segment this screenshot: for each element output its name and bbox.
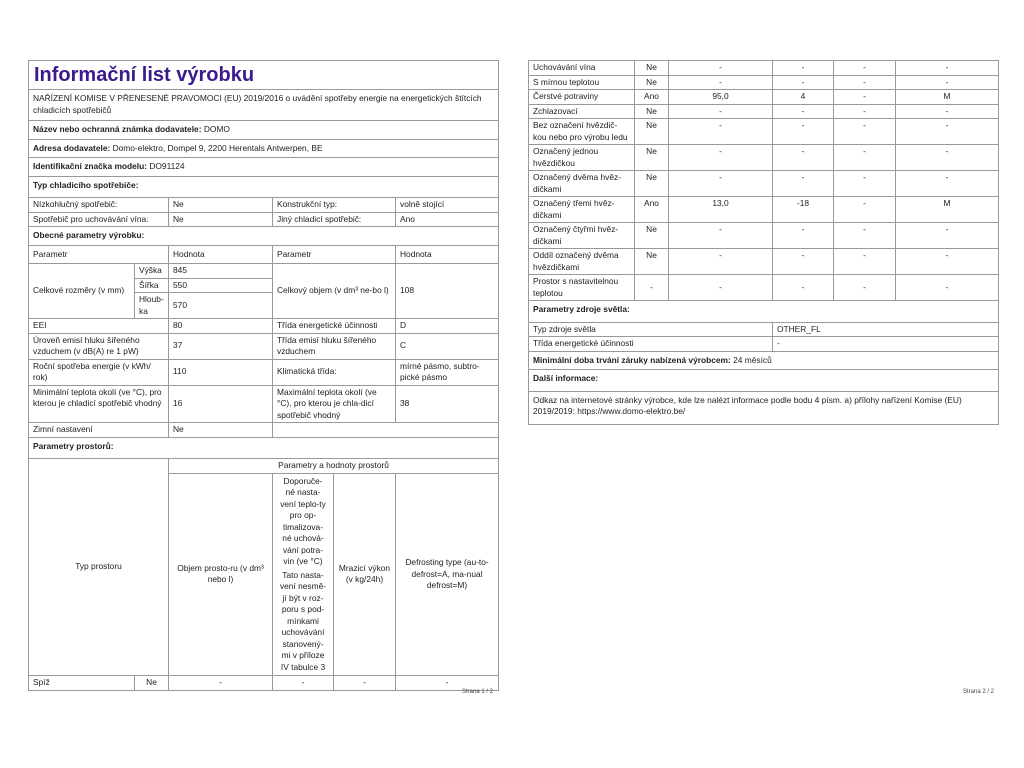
more-info-heading: Další informace:: [529, 370, 999, 392]
cell: 95,0: [669, 90, 773, 105]
cell: -: [834, 249, 896, 275]
cell: 38: [396, 385, 499, 423]
cell: -: [896, 223, 999, 249]
light-source-table: [528, 300, 999, 425]
cell: Ne: [635, 223, 669, 249]
table-row: [29, 198, 499, 213]
cell: Třída emisí hluku šířeného vzduchem: [273, 333, 396, 359]
cell: M: [896, 90, 999, 105]
cell: -: [273, 676, 334, 691]
general-heading: Obecné parametry výrobku:: [29, 227, 499, 246]
cell: -: [834, 61, 896, 76]
cell: Oddíl označený dvěma hvězdičkami: [529, 249, 635, 275]
info-sheet-table: [28, 60, 499, 459]
cell: -: [834, 119, 896, 145]
cell: C: [396, 333, 499, 359]
cell: 80: [169, 319, 273, 334]
cell: Ne: [635, 171, 669, 197]
compartment-type-header: Typ prostoru: [29, 459, 169, 676]
table-row: [29, 385, 499, 423]
cell: Ne: [169, 212, 273, 227]
warranty-label: Minimální doba trvání záruky nabízená výrobcem:: [533, 354, 731, 365]
cell: Ano: [635, 90, 669, 105]
cell: -18: [773, 197, 834, 223]
cell: -: [669, 119, 773, 145]
cell: -: [834, 104, 896, 119]
cell: -: [834, 197, 896, 223]
temperature-header: Doporuče-né nasta-vení teplo-ty pro op-timalizova-né uchová-vání potra-vin (ve °C): [280, 475, 326, 566]
table-row: [29, 212, 499, 227]
table-row: [529, 145, 999, 171]
cell: -: [669, 171, 773, 197]
cell: -: [834, 171, 896, 197]
cell: -: [834, 145, 896, 171]
page-number: Strana 2 / 2: [963, 689, 995, 695]
cell: 37: [169, 333, 273, 359]
address-value: Domo-elektro, Dompel 9, 2200 Herentals Antwerpen, BE: [112, 142, 323, 153]
cell: mírné pásmo, subtro-pické pásmo: [396, 359, 499, 385]
cell: 110: [169, 359, 273, 385]
cell: Třída energetické účinnosti: [529, 337, 773, 352]
more-info-text: Odkaz na internetové stránky výrobce, kde lze nalézt informace podle bodu 4 písm. a) přílohy nařízení Komise (EU) 2019/2019: https://www.domo-elektro.be/: [529, 391, 999, 424]
cell: Ne: [635, 104, 669, 119]
cell: Hloub-ka: [135, 293, 169, 319]
cell: Ano: [635, 197, 669, 223]
cell: -: [669, 145, 773, 171]
table-row: [529, 337, 999, 352]
compartments-table: [28, 458, 499, 691]
cell: -: [669, 61, 773, 76]
page-number: Strana 1 / 2: [462, 689, 494, 695]
table-row: [529, 322, 999, 337]
cell: Klimatická třída:: [273, 359, 396, 385]
cell: -: [669, 75, 773, 90]
cell: -: [635, 275, 669, 301]
cell: -: [773, 171, 834, 197]
table-row: [529, 249, 999, 275]
model-value: DO91124: [149, 161, 185, 171]
cell: -: [773, 104, 834, 119]
cell: Uchovávání vína: [529, 61, 635, 76]
cell: Ne: [635, 119, 669, 145]
cell: 845: [169, 264, 273, 279]
model-label: Identifikační značka modelu:: [33, 161, 148, 171]
regulation-subtitle: NAŘÍZENÍ KOMISE V PŘENESENÉ PRAVOMOCI (EU) 2019/2016 o uvádění spotřeby energie na energetických štítcích chladicích spotřebičů: [29, 90, 499, 121]
cell: S mírnou teplotou: [529, 75, 635, 90]
table-row: [29, 319, 499, 334]
cell: -: [669, 249, 773, 275]
cell: -: [896, 275, 999, 301]
warranty-value: 24 měsíců: [733, 354, 772, 365]
table-row: [529, 119, 999, 145]
cell: Spíž: [29, 676, 135, 691]
cell: Šířka: [135, 278, 169, 293]
compartments-heading: Parametry prostorů:: [29, 437, 499, 459]
warranty-row: [529, 351, 999, 370]
table-header-row: [29, 245, 499, 264]
volume-value: 108: [396, 264, 499, 319]
header-cell: [273, 473, 334, 676]
cell: Ne: [635, 61, 669, 76]
cell: Spotřebič pro uchovávání vína:: [29, 212, 169, 227]
cell: -: [773, 75, 834, 90]
cell: Ne: [635, 145, 669, 171]
cell: -: [834, 75, 896, 90]
cell: -: [396, 676, 499, 691]
cell: 570: [169, 293, 273, 319]
cell: 16: [169, 385, 273, 423]
temperature-note: Tato nasta-vení nesmě-jí být v roz-poru s pod-mínkami uchovávání stanovený-mi v příloze IV tabulce 3: [279, 569, 327, 672]
cell: -: [896, 104, 999, 119]
cell: Zchlazovací: [529, 104, 635, 119]
cell: Ne: [169, 198, 273, 213]
cell: -: [334, 676, 396, 691]
table-row: [29, 359, 499, 385]
cell: -: [834, 223, 896, 249]
volume-label: Celkový objem (v dm³ ne-bo l): [273, 264, 396, 319]
cell: -: [896, 171, 999, 197]
cell: -: [896, 145, 999, 171]
supplier-row: [29, 121, 499, 140]
table-row: [529, 75, 999, 90]
cell: D: [396, 319, 499, 334]
table-row: [529, 104, 999, 119]
cell: -: [773, 337, 999, 352]
cell: -: [896, 61, 999, 76]
model-row: [29, 158, 499, 177]
cell: [273, 423, 499, 438]
cell: -: [896, 119, 999, 145]
cell: Roční spotřeba energie (v kWh/ rok): [29, 359, 169, 385]
cell: -: [669, 104, 773, 119]
cell: -: [773, 61, 834, 76]
cell: -: [896, 249, 999, 275]
cell: -: [669, 275, 773, 301]
cell: EEI: [29, 319, 169, 334]
table-row: [29, 676, 499, 691]
table-row: [29, 423, 499, 438]
cell: Označený jednou hvězdičkou: [529, 145, 635, 171]
table-row: [529, 197, 999, 223]
cell: 13,0: [669, 197, 773, 223]
address-label: Adresa dodavatele:: [33, 142, 111, 153]
cell: -: [773, 275, 834, 301]
cell: -: [773, 119, 834, 145]
cell: OTHER_FL: [773, 322, 999, 337]
cell: Prostor s nastavitelnou teplotou: [529, 275, 635, 301]
cell: 4: [773, 90, 834, 105]
cell: Úroveň emisí hluku šířeného vzduchem (v dB(A) re 1 pW): [29, 333, 169, 359]
address-row: [29, 139, 499, 158]
cell: Označený dvěma hvěz-dičkami: [529, 171, 635, 197]
cell: -: [773, 145, 834, 171]
cell: Ano: [396, 212, 499, 227]
cell: -: [773, 249, 834, 275]
table-row: [529, 171, 999, 197]
table-row: [529, 90, 999, 105]
cell: Označený třemi hvěz-dičkami: [529, 197, 635, 223]
cell: M: [896, 197, 999, 223]
cell: Ne: [169, 423, 273, 438]
cell: Konstrukční typ:: [273, 198, 396, 213]
cell: -: [169, 676, 273, 691]
cell: Ne: [635, 75, 669, 90]
compartments-table-continued: [528, 60, 999, 301]
table-row: [529, 275, 999, 301]
cell: -: [669, 223, 773, 249]
table-row: [529, 61, 999, 76]
cell: -: [834, 90, 896, 105]
cell: Označený čtyřmi hvěz-dičkami: [529, 223, 635, 249]
page-1: [28, 60, 498, 691]
header-cell: Objem prosto-ru (v dm³ nebo l): [169, 473, 273, 676]
document-title: Informační list výrobku: [29, 61, 499, 90]
table-row: [29, 333, 499, 359]
header-cell: Hodnota: [169, 245, 273, 264]
type-heading: Typ chladicího spotřebiče:: [29, 176, 499, 198]
cell: Nízkohlučný spotřebič:: [29, 198, 169, 213]
cell: -: [896, 75, 999, 90]
cell: Třída energetické účinnosti: [273, 319, 396, 334]
header-cell: Mrazicí výkon (v kg/24h): [334, 473, 396, 676]
cell: Zimní nastavení: [29, 423, 169, 438]
header-cell: Hodnota: [396, 245, 499, 264]
cell: Čerstvé potraviny: [529, 90, 635, 105]
cell: Typ zdroje světla: [529, 322, 773, 337]
cell: Jiný chladicí spotřebič:: [273, 212, 396, 227]
dims-label: Celkové rozměry (v mm): [29, 264, 135, 319]
cell: Minimální teplota okolí (ve °C), pro kterou je chladicí spotřebič vhodný: [29, 385, 169, 423]
cell: 550: [169, 278, 273, 293]
supplier-label: Název nebo ochranná známka dodavatele:: [33, 124, 202, 134]
page-2: [528, 60, 998, 425]
cell: -: [773, 223, 834, 249]
compartment-group-header: Parametry a hodnoty prostorů: [169, 459, 499, 474]
cell: Ne: [135, 676, 169, 691]
cell: Ne: [635, 249, 669, 275]
header-cell: Parametr: [29, 245, 169, 264]
cell: -: [834, 275, 896, 301]
supplier-value: DOMO: [203, 124, 230, 134]
cell: volně stojící: [396, 198, 499, 213]
header-cell: Defrosting type (au-to-defrost=A, ma-nual defrost=M): [396, 473, 499, 676]
light-heading: Parametry zdroje světla:: [529, 301, 999, 323]
cell: Maximální teplota okolí (ve °C), pro kterou je chla-dicí spotřebič vhodný: [273, 385, 396, 423]
cell: Výška: [135, 264, 169, 279]
header-cell: Parametr: [273, 245, 396, 264]
table-row: [529, 223, 999, 249]
cell: Bez označení hvězdič-kou nebo pro výrobu ledu: [529, 119, 635, 145]
